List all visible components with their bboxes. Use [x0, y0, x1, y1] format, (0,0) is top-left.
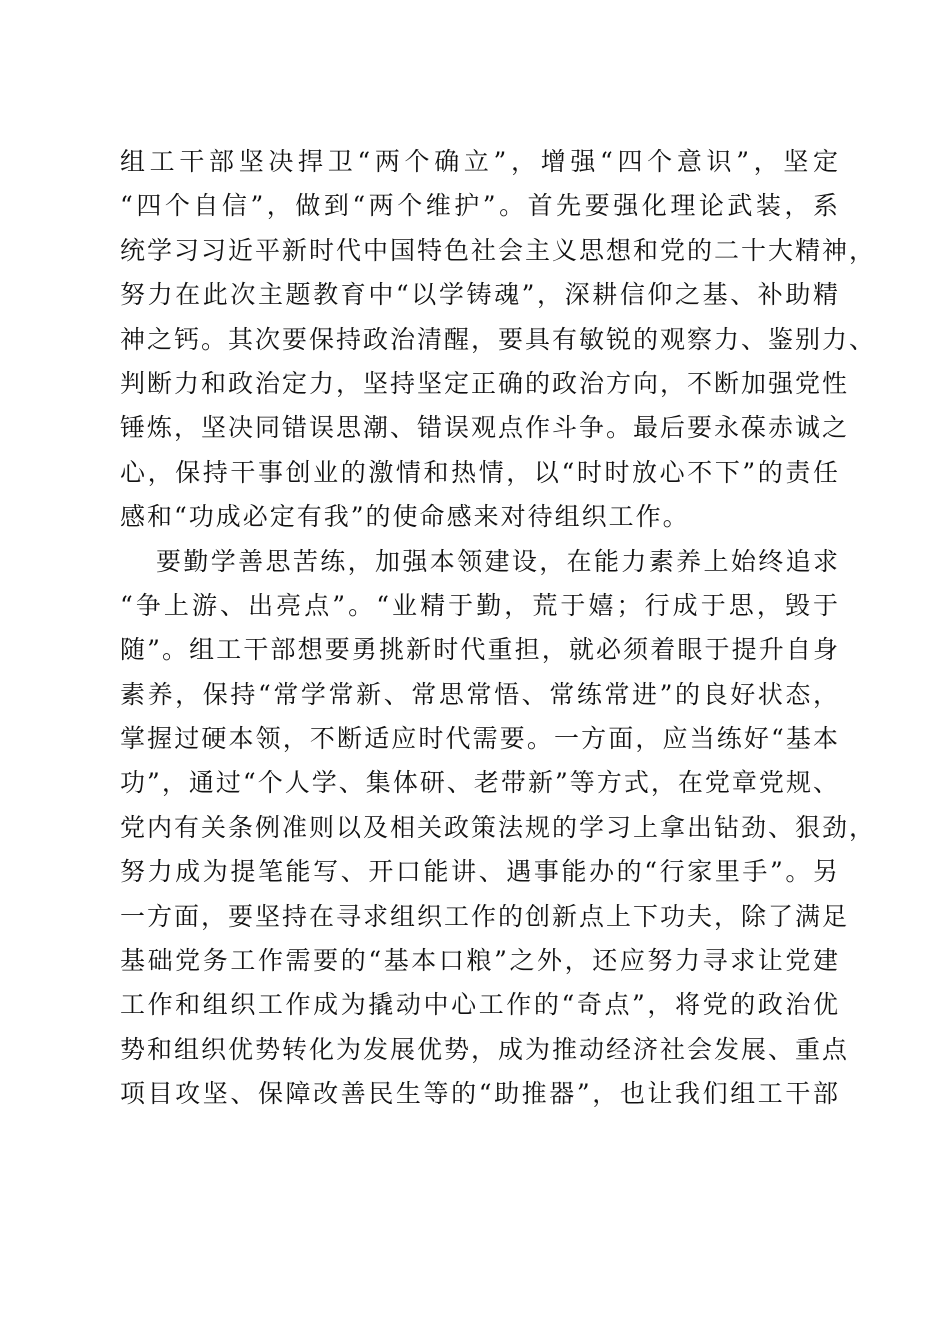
text-line: 基础党务工作需要的“基本口粮”之外，还应努力寻求让党建	[120, 946, 840, 976]
text-line: 党内有关条例准则以及相关政策法规的学习上拿出钻劲、狠劲，	[120, 812, 877, 842]
body-text	[120, 140, 877, 1117]
text-line: 素养，保持“常学常新、常思常悟、常练常进”的良好状态，	[120, 679, 840, 709]
paragraph-2	[120, 540, 877, 1117]
paragraph-1	[120, 140, 877, 540]
text-line: 神之钙。其次要保持政治清醒，要具有敏锐的观察力、鉴别力、	[120, 324, 877, 354]
text-line: 工作和组织工作成为撬动中心工作的“奇点”，将党的政治优	[120, 990, 840, 1020]
text-line: 一方面，要坚持在寻求组织工作的创新点上下功夫，除了满足	[120, 901, 850, 931]
text-line: 项目攻坚、保障改善民生等的“助推器”，也让我们组工干部	[120, 1079, 840, 1109]
text-line: 心，保持干事创业的激情和热情，以“时时放心不下”的责任	[120, 457, 840, 487]
text-line: 要勤学善思苦练，加强本领建设，在能力素养上始终追求	[156, 546, 840, 576]
text-line: 功”，通过“个人学、集体研、老带新”等方式，在党章党规、	[120, 768, 840, 798]
text-line: 掌握过硬本领，不断适应时代需要。一方面，应当练好“基本	[120, 724, 840, 754]
text-line: 判断力和政治定力，坚持坚定正确的政治方向，不断加强党性	[120, 368, 850, 398]
text-line: 锤炼，坚决同错误思潮、错误观点作斗争。最后要永葆赤诚之	[120, 413, 850, 443]
text-line: 努力成为提笔能写、开口能讲、遇事能办的“行家里手”。另	[120, 857, 840, 887]
text-line: 势和组织优势转化为发展优势，成为推动经济社会发展、重点	[120, 1034, 850, 1064]
text-line: 统学习习近平新时代中国特色社会主义思想和党的二十大精神，	[120, 235, 877, 265]
text-line: “四个自信”，做到“两个维护”。首先要强化理论武装，系	[120, 191, 840, 221]
text-line: 随”。组工干部想要勇挑新时代重担，就必须着眼于提升自身	[120, 635, 840, 665]
text-line: “争上游、出亮点”。“业精于勤，荒于嬉；行成于思，毁于	[120, 590, 840, 620]
text-line: 感和“功成必定有我”的使命感来对待组织工作。	[120, 502, 690, 532]
text-line: 组工干部坚决捍卫“两个确立”，增强“四个意识”，坚定	[120, 147, 840, 176]
text-line: 努力在此次主题教育中“以学铸魂”，深耕信仰之基、补助精	[120, 280, 840, 310]
